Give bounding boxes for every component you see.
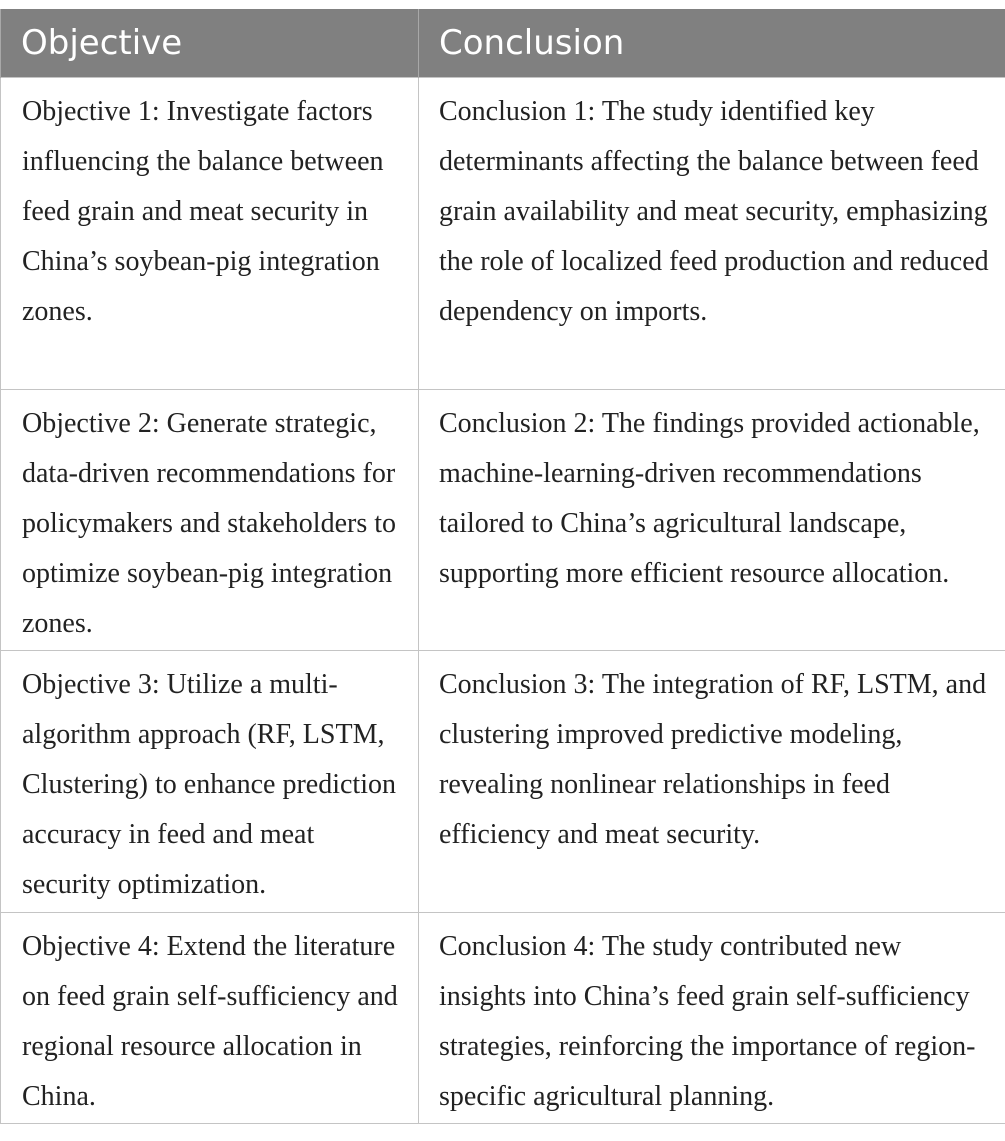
table-row xyxy=(1,389,1005,650)
table-row xyxy=(1,77,1005,389)
conclusion-cell: Conclusion 3: The integration of RF, LSTM, and clustering improved predictive modeling, revealing nonlinear relationships in feed efficiency and meat security. xyxy=(419,650,1005,912)
objective-cell: Objective 4: Extend the literature on feed grain self-sufficiency and regional resource allocation in China. xyxy=(1,912,419,1123)
header-row xyxy=(1,9,1005,77)
header-objective: Objective xyxy=(1,9,419,77)
header-conclusion: Conclusion xyxy=(419,9,1005,77)
objective-cell: Objective 2: Generate strategic, data-driven recommendations for policymakers and stakeholders to optimize soybean-pig integration zones. xyxy=(1,389,419,650)
table-row xyxy=(1,650,1005,912)
objectives-conclusions-table xyxy=(0,9,1005,1124)
table-row xyxy=(1,912,1005,1123)
table-body xyxy=(1,77,1005,1123)
conclusion-cell: Conclusion 2: The findings provided actionable, machine-learning-driven recommendations tailored to China’s agricultural landscape, supporting more efficient resource allocation. xyxy=(419,389,1005,650)
table-header xyxy=(1,9,1005,77)
objective-cell: Objective 1: Investigate factors influencing the balance between feed grain and meat security in China’s soybean-pig integration zones. xyxy=(1,77,419,389)
conclusion-cell: Conclusion 4: The study contributed new insights into China’s feed grain self-sufficiency strategies, reinforcing the importance of region-specific agricultural planning. xyxy=(419,912,1005,1123)
conclusion-cell: Conclusion 1: The study identified key determinants affecting the balance between feed grain availability and meat security, emphasizing the role of localized feed production and reduced dependency on imports. xyxy=(419,77,1005,389)
objective-cell: Objective 3: Utilize a multi-algorithm approach (RF, LSTM, Clustering) to enhance prediction accuracy in feed and meat security optimization. xyxy=(1,650,419,912)
objectives-conclusions-table-container xyxy=(0,9,1005,1124)
